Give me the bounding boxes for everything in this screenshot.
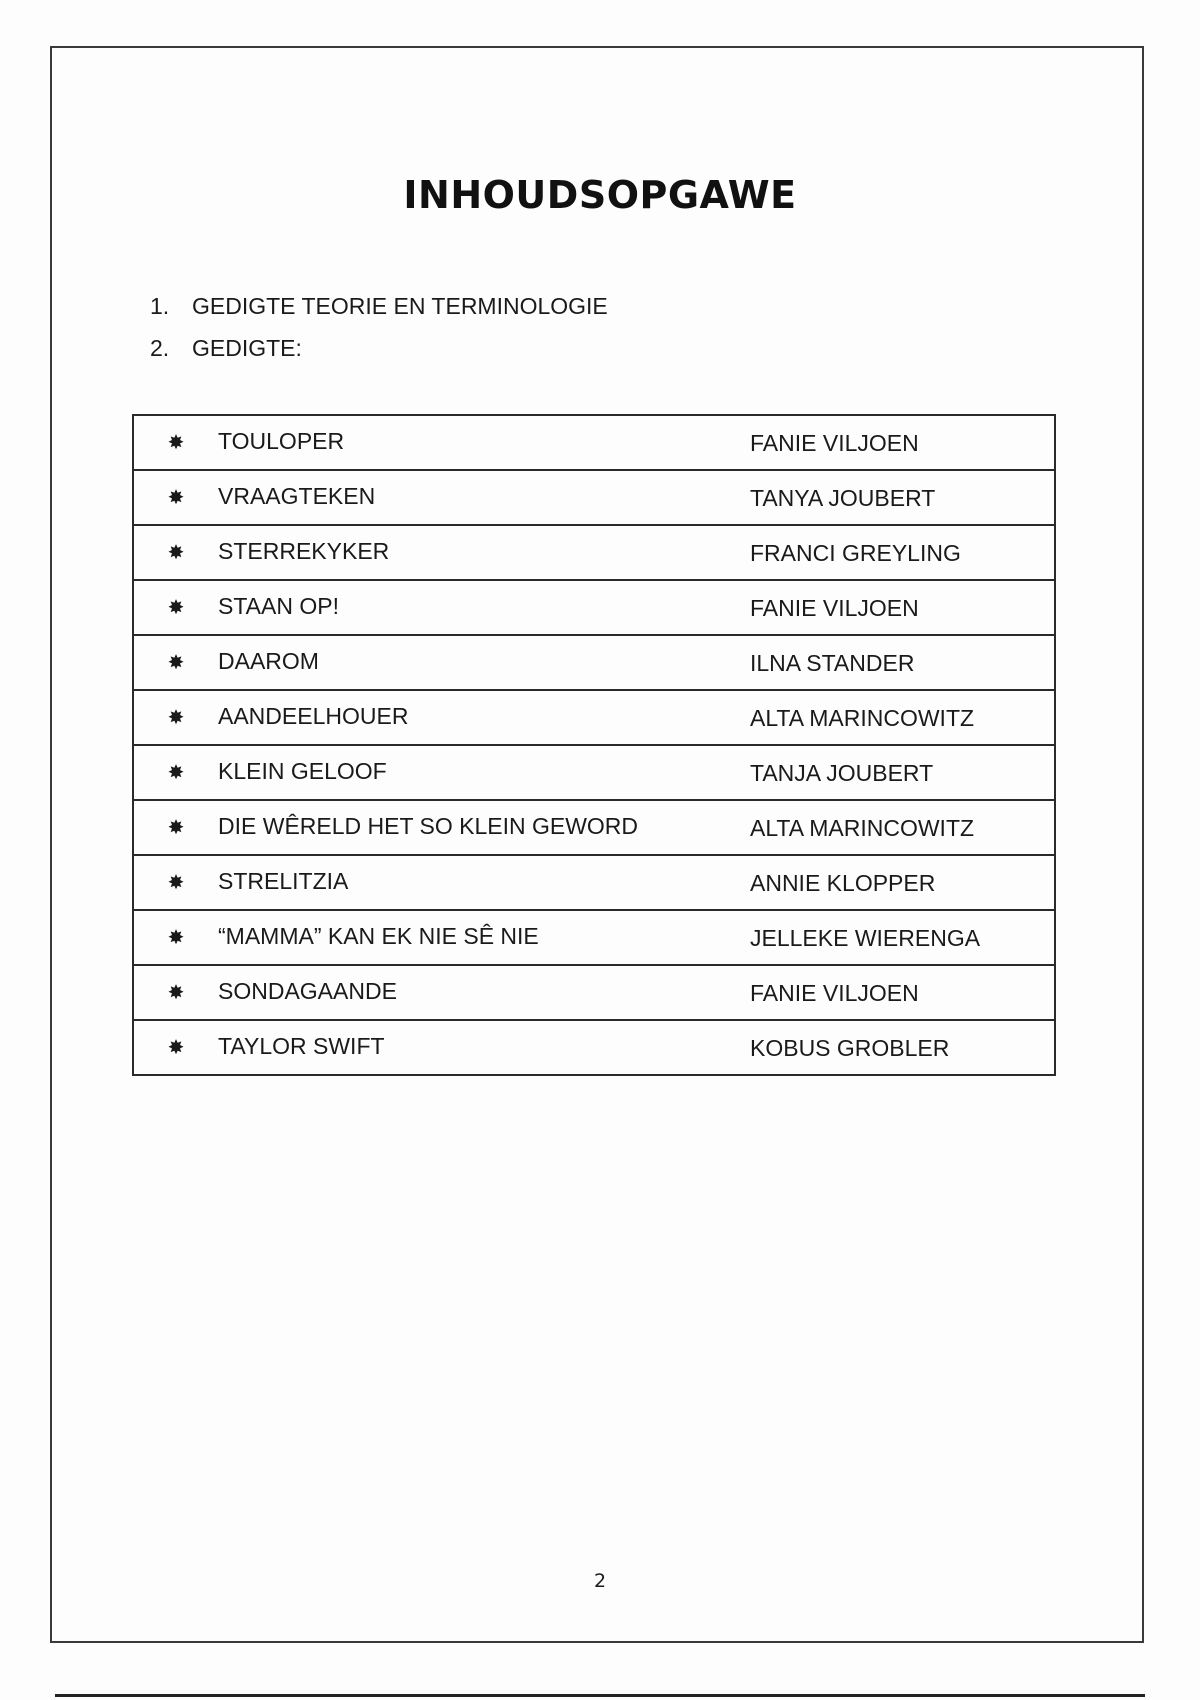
star-bullet-icon: ✸ <box>133 855 218 910</box>
poem-title: STAAN OP! <box>218 580 750 635</box>
star-bullet-icon: ✸ <box>133 525 218 580</box>
star-bullet-icon: ✸ <box>133 1020 218 1075</box>
poet-name: ANNIE KLOPPER <box>750 855 1055 910</box>
poet-name: FANIE VILJOEN <box>750 580 1055 635</box>
table-row <box>133 745 1055 800</box>
poet-name: FANIE VILJOEN <box>750 415 1055 470</box>
table-row <box>133 415 1055 470</box>
contents-item-number: 2. <box>150 335 170 361</box>
table-row <box>133 580 1055 635</box>
poem-title: STRELITZIA <box>218 855 750 910</box>
table-row <box>133 635 1055 690</box>
poet-name: TANJA JOUBERT <box>750 745 1055 800</box>
star-bullet-icon: ✸ <box>133 910 218 965</box>
table-row <box>133 1020 1055 1075</box>
poet-name: ALTA MARINCOWITZ <box>750 690 1055 745</box>
table-row <box>133 965 1055 1020</box>
table-row <box>133 525 1055 580</box>
poem-title: STERREKYKER <box>218 525 750 580</box>
poet-name: KOBUS GROBLER <box>750 1020 1055 1075</box>
contents-item <box>150 285 608 327</box>
poem-title: TAYLOR SWIFT <box>218 1020 750 1075</box>
poet-name: TANYA JOUBERT <box>750 470 1055 525</box>
star-bullet-icon: ✸ <box>133 580 218 635</box>
star-bullet-icon: ✸ <box>133 745 218 800</box>
bottom-divider <box>55 1694 1145 1697</box>
poem-title: DAAROM <box>218 635 750 690</box>
contents-item-label: GEDIGTE: <box>192 335 302 361</box>
poem-title: TOULOPER <box>218 415 750 470</box>
table-row <box>133 855 1055 910</box>
table-row <box>133 910 1055 965</box>
star-bullet-icon: ✸ <box>133 635 218 690</box>
table-row <box>133 470 1055 525</box>
poem-title: AANDEELHOUER <box>218 690 750 745</box>
poet-name: ALTA MARINCOWITZ <box>750 800 1055 855</box>
poet-name: FRANCI GREYLING <box>750 525 1055 580</box>
poet-name: FANIE VILJOEN <box>750 965 1055 1020</box>
poem-title: DIE WÊRELD HET SO KLEIN GEWORD <box>218 800 750 855</box>
contents-item-label: GEDIGTE TEORIE EN TERMINOLOGIE <box>192 293 608 319</box>
page-title: INHOUDSOPGAWE <box>403 173 797 218</box>
poem-title: VRAAGTEKEN <box>218 470 750 525</box>
poet-name: ILNA STANDER <box>750 635 1055 690</box>
poem-title: “MAMMA” KAN EK NIE SÊ NIE <box>218 910 750 965</box>
poem-table <box>132 414 1056 1076</box>
contents-item <box>150 327 608 369</box>
star-bullet-icon: ✸ <box>133 800 218 855</box>
poet-name: JELLEKE WIERENGA <box>750 910 1055 965</box>
page-number: 2 <box>593 1570 607 1592</box>
star-bullet-icon: ✸ <box>133 415 218 470</box>
poem-title: SONDAGAANDE <box>218 965 750 1020</box>
star-bullet-icon: ✸ <box>133 470 218 525</box>
contents-list <box>150 285 608 369</box>
star-bullet-icon: ✸ <box>133 965 218 1020</box>
poem-title: KLEIN GELOOF <box>218 745 750 800</box>
table-row <box>133 800 1055 855</box>
contents-item-number: 1. <box>150 293 170 319</box>
table-row <box>133 690 1055 745</box>
star-bullet-icon: ✸ <box>133 690 218 745</box>
